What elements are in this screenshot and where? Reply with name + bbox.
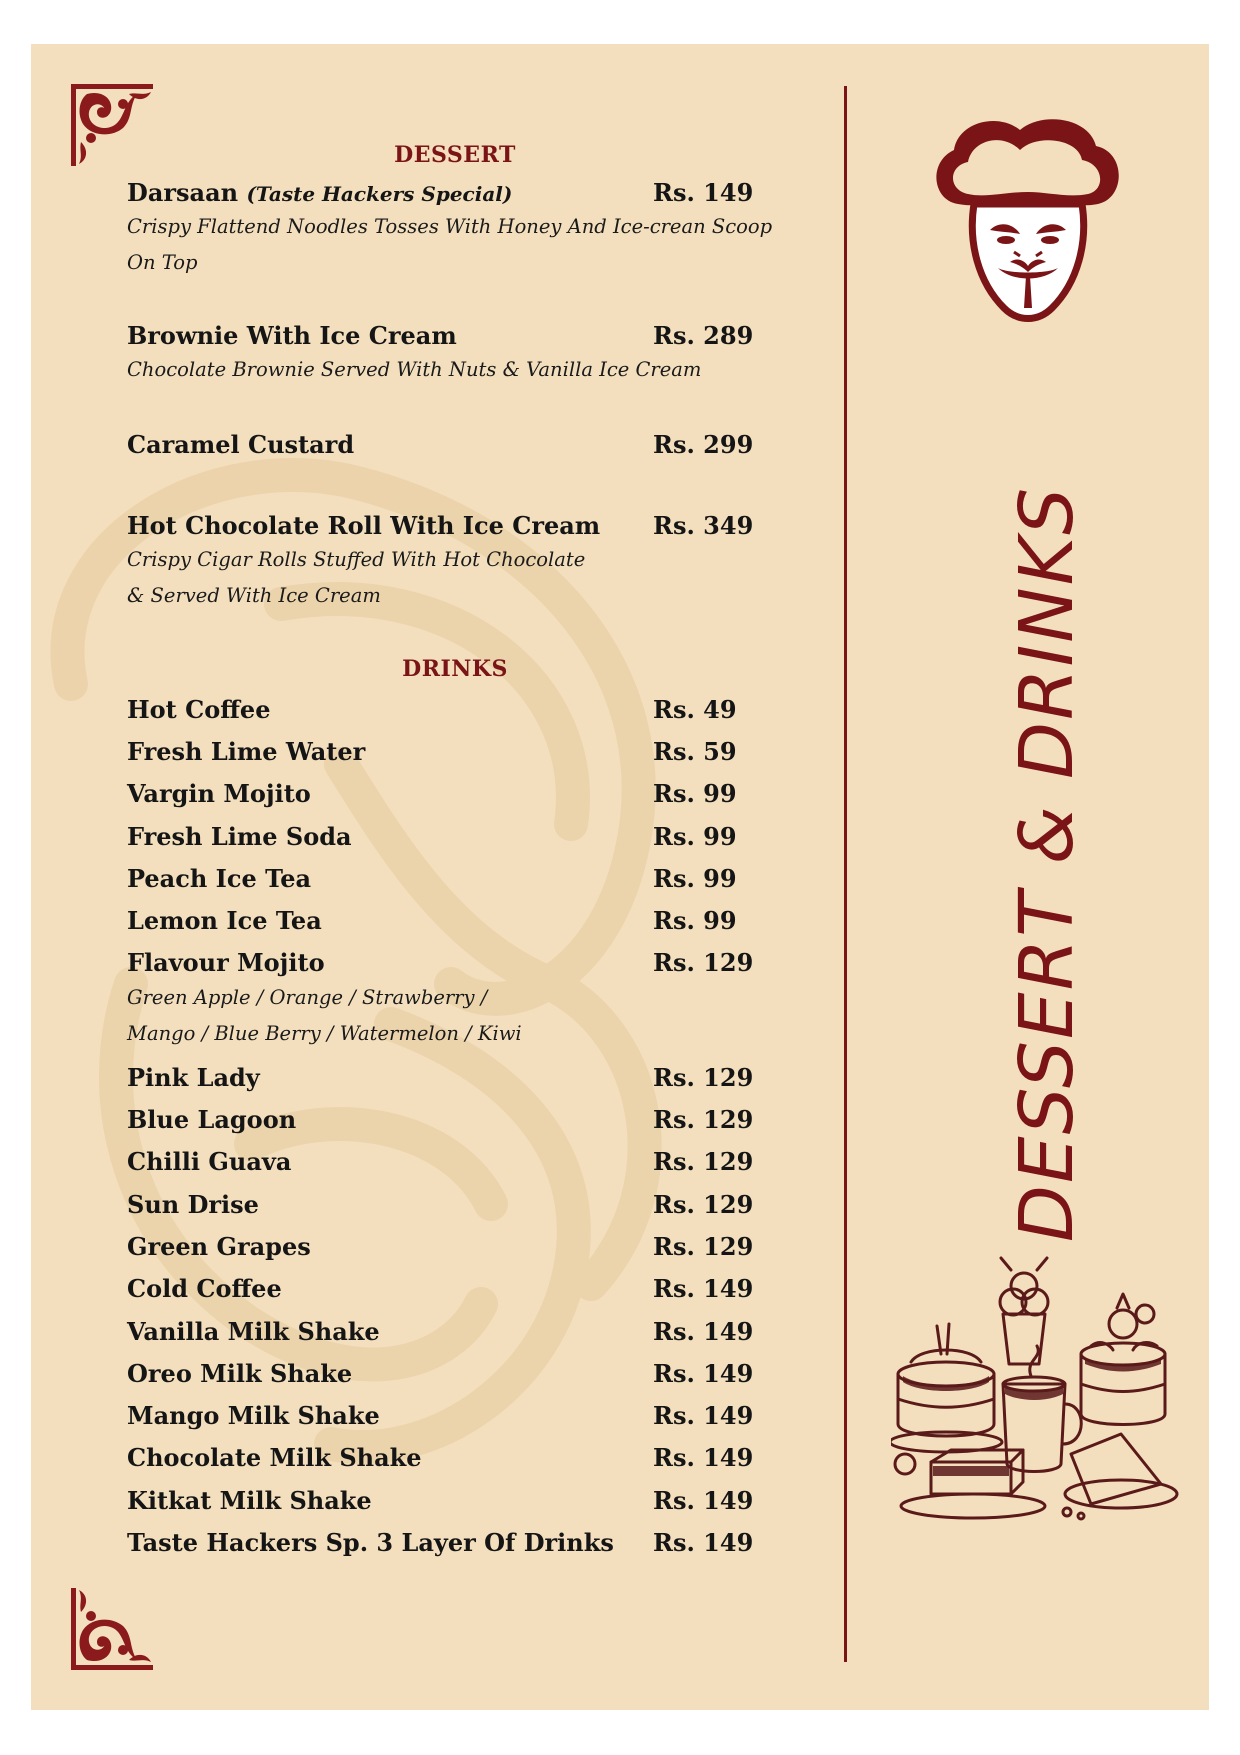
menu-item bbox=[127, 1225, 783, 1267]
menu-item bbox=[127, 430, 783, 459]
item-price: Rs. 129 bbox=[653, 1189, 754, 1219]
item-name: Taste Hackers Sp. 3 Layer Of Drinks bbox=[127, 1527, 614, 1557]
item-name: Lemon Ice Tea bbox=[127, 906, 322, 936]
menu-item bbox=[127, 1394, 783, 1436]
item-price: Rs. 349 bbox=[653, 511, 754, 540]
item-price: Rs. 149 bbox=[653, 1316, 754, 1346]
item-description: Green Apple / Orange / Strawberry / bbox=[127, 986, 488, 1010]
side-title-text: DESSERT & DRINKS bbox=[1004, 485, 1090, 1243]
menu-item bbox=[127, 321, 783, 388]
item-name: Fresh Lime Water bbox=[127, 736, 366, 766]
item-price: Rs. 149 bbox=[653, 1485, 754, 1515]
menu-item bbox=[127, 1183, 783, 1225]
item-name: Sun Drise bbox=[127, 1189, 259, 1219]
menu-item bbox=[127, 857, 783, 899]
drinks-section-title: DRINKS bbox=[402, 656, 508, 682]
menu-item bbox=[127, 815, 783, 857]
item-name: Hot Chocolate Roll With Ice Cream bbox=[127, 511, 601, 540]
item-name: Oreo Milk Shake bbox=[127, 1358, 353, 1388]
item-price: Rs. 129 bbox=[653, 1062, 754, 1092]
corner-ornament-bottom-left-icon bbox=[67, 1584, 157, 1674]
item-price: Rs. 149 bbox=[653, 1443, 754, 1473]
item-price: Rs. 99 bbox=[653, 863, 737, 893]
dessert-section-title: DESSERT bbox=[394, 142, 516, 168]
item-description: Crispy Flattend Noodles Tosses With Honey And Ice-crean Scoop bbox=[127, 215, 773, 238]
item-name: Cold Coffee bbox=[127, 1274, 282, 1304]
item-name: Hot Coffee bbox=[127, 694, 271, 724]
menu-item bbox=[127, 178, 783, 281]
vertical-divider bbox=[844, 86, 847, 1662]
item-price: Rs. 149 bbox=[653, 1274, 754, 1304]
item-price: Rs. 99 bbox=[653, 906, 737, 936]
item-price: Rs. 299 bbox=[653, 430, 754, 459]
item-name: Peach Ice Tea bbox=[127, 863, 312, 893]
item-name: Mango Milk Shake bbox=[127, 1401, 380, 1431]
item-price: Rs. 49 bbox=[653, 694, 737, 724]
menu-item bbox=[127, 1268, 783, 1310]
item-name: Blue Lagoon bbox=[127, 1105, 297, 1135]
item-price: Rs. 289 bbox=[653, 321, 754, 350]
desserts-sketch-illustration-icon bbox=[891, 1254, 1181, 1534]
item-name: Fresh Lime Soda bbox=[127, 821, 352, 851]
chef-mask-logo-icon bbox=[928, 112, 1128, 332]
item-price: Rs. 129 bbox=[653, 1147, 754, 1177]
item-price: Rs. 149 bbox=[653, 1358, 754, 1388]
item-name: Pink Lady bbox=[127, 1062, 260, 1092]
menu-item bbox=[127, 1056, 783, 1098]
item-description: On Top bbox=[127, 251, 198, 274]
item-price: Rs. 149 bbox=[653, 1401, 754, 1431]
menu-item bbox=[127, 1310, 783, 1352]
item-price: Rs. 129 bbox=[653, 1105, 754, 1135]
menu-item bbox=[127, 942, 783, 984]
item-name: Brownie With Ice Cream bbox=[127, 321, 457, 350]
menu-item bbox=[127, 1479, 783, 1521]
menu-item bbox=[127, 1352, 783, 1394]
item-name: Chocolate Milk Shake bbox=[127, 1443, 422, 1473]
menu-list bbox=[127, 139, 783, 1564]
item-name: Green Grapes bbox=[127, 1231, 311, 1261]
menu-item bbox=[127, 773, 783, 815]
item-tag: (Taste Hackers Special) bbox=[246, 182, 513, 206]
item-name: Kitkat Milk Shake bbox=[127, 1485, 372, 1515]
menu-item bbox=[127, 1141, 783, 1183]
menu-item bbox=[127, 511, 783, 614]
item-name: Vargin Mojito bbox=[127, 779, 311, 809]
menu-item bbox=[127, 1521, 783, 1563]
menu-item bbox=[127, 688, 783, 730]
drinks-list bbox=[127, 688, 783, 1564]
menu-item bbox=[127, 1437, 783, 1479]
item-name: Flavour Mojito bbox=[127, 948, 325, 978]
menu-item bbox=[127, 1098, 783, 1140]
item-description: Mango / Blue Berry / Watermelon / Kiwi bbox=[127, 1022, 522, 1046]
item-price: Rs. 59 bbox=[653, 736, 737, 766]
item-description: Chocolate Brownie Served With Nuts & Vanilla Ice Cream bbox=[127, 358, 702, 381]
item-name: Chilli Guava bbox=[127, 1147, 292, 1177]
item-description: & Served With Ice Cream bbox=[127, 584, 381, 607]
item-price: Rs. 129 bbox=[653, 1231, 754, 1261]
item-description: Crispy Cigar Rolls Stuffed With Hot Chocolate bbox=[127, 548, 586, 571]
item-price: Rs. 99 bbox=[653, 779, 737, 809]
item-price: Rs. 149 bbox=[653, 1527, 754, 1557]
item-name: Vanilla Milk Shake bbox=[127, 1316, 380, 1346]
menu-item bbox=[127, 899, 783, 941]
menu-item bbox=[127, 730, 783, 772]
item-name: Darsaan bbox=[127, 178, 239, 207]
item-price: Rs. 149 bbox=[653, 178, 754, 207]
item-price: Rs. 99 bbox=[653, 821, 737, 851]
item-price: Rs. 129 bbox=[653, 948, 754, 978]
menu-page bbox=[31, 44, 1209, 1710]
item-name: Caramel Custard bbox=[127, 430, 355, 459]
